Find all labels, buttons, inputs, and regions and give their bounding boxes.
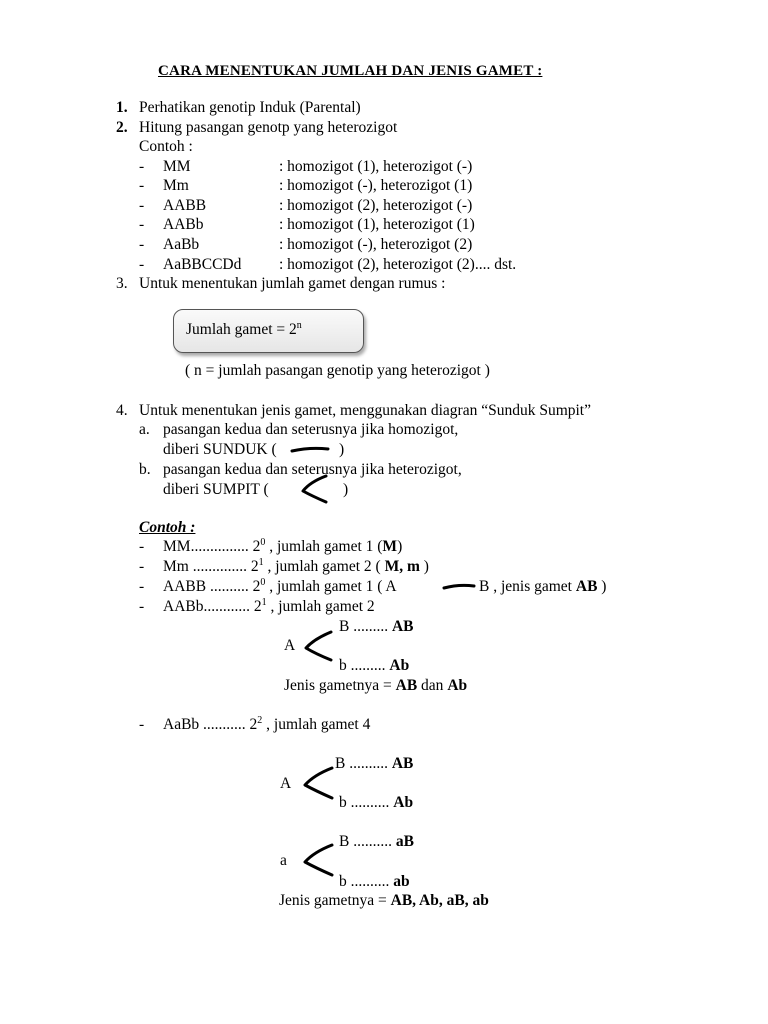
rule-b-line2-start: diberi SUMPIT ( [163, 481, 269, 498]
formula-note: ( n = jumlah pasangan genotip yang heterozigot ) [185, 362, 490, 379]
branch-text: b .......... [339, 873, 394, 890]
rule-a-line1: pasangan kedua dan seterusnya jika homozigot, [163, 421, 459, 438]
example-genotype: Mm [163, 177, 189, 194]
ex-exponent: 1 [261, 597, 267, 608]
example-aabb-hetero [163, 598, 375, 616]
rule-a-letter: a. [139, 421, 150, 438]
diagram-root: a [280, 852, 287, 869]
ex-exponent: 0 [260, 577, 266, 588]
diagram-root: A [280, 775, 292, 792]
ex-text: Mm .............. 2 [163, 558, 259, 575]
page-title: CARA MENENTUKAN JUMLAH DAN JENIS GAMET : [158, 63, 543, 79]
result-text: dan [417, 677, 448, 694]
list-dash: - [139, 598, 145, 615]
rule-a-line2-start: diberi SUNDUK ( [163, 441, 277, 458]
list-dash: - [139, 216, 145, 233]
branch-text: b ......... [339, 657, 390, 674]
step-3-number: 3. [116, 275, 128, 292]
formula-base: 2 [289, 321, 297, 338]
sumpit-icon [303, 630, 333, 662]
step-2-number: 2. [116, 119, 128, 136]
step-3-text: Untuk menentukan jumlah gamet dengan rumus : [139, 275, 446, 292]
ex-text: AaBb ........... 2 [163, 716, 258, 733]
branch-text: B ......... [339, 618, 392, 635]
ex-exponent: 2 [257, 715, 263, 726]
diagram-bottom-branch [339, 873, 410, 891]
example-genotype: AaBb [163, 236, 200, 253]
example-description: : homozigot (2), heterozigot (-) [279, 197, 473, 214]
sumpit-icon [302, 766, 334, 800]
branch-gamete: ab [393, 873, 410, 890]
result-gamete: Ab [447, 677, 468, 694]
rule-b-letter: b. [139, 461, 151, 478]
list-dash: - [139, 558, 145, 575]
example-mm-hetero [163, 558, 429, 576]
branch-gamete: AB [391, 618, 414, 635]
ex-text: MM............... 2 [163, 538, 261, 555]
list-dash: - [139, 578, 145, 595]
result-gamete: AB [395, 677, 418, 694]
ex-text: AABB .......... 2 [163, 578, 261, 595]
diagram-top-branch [339, 618, 414, 636]
formula-label: Jumlah gamet = [186, 321, 290, 338]
branch-gamete: Ab [393, 794, 414, 811]
ex-text: ) [397, 538, 403, 555]
ex-text: , jumlah gamet 1 ( [265, 538, 383, 555]
sumpit-icon [302, 843, 334, 877]
ex-exponent: 1 [258, 557, 264, 568]
list-dash: - [139, 236, 145, 253]
example-description: : homozigot (1), heterozigot (1) [279, 216, 475, 233]
step-1-text: Perhatikan genotip Induk (Parental) [139, 99, 361, 116]
result-label: Jenis gametnya = [279, 892, 391, 909]
example-description: : homozigot (2), heterozigot (2).... dst. [279, 256, 517, 273]
branch-text: B .......... [335, 755, 392, 772]
sunduk-icon [290, 446, 330, 454]
diagram-top-branch [335, 755, 413, 773]
example-genotype: MM [163, 158, 191, 175]
diagram-top-branch [339, 833, 414, 851]
ex-exponent: 0 [260, 537, 266, 548]
branch-gamete: AB [391, 755, 414, 772]
ex-gamete: AB [575, 578, 598, 595]
example-genotype: AABb [163, 216, 204, 233]
contoh-label: Contoh : [139, 138, 193, 155]
ex-text: AABb............ 2 [163, 598, 262, 615]
step-4-number: 4. [116, 402, 128, 419]
list-dash: - [139, 158, 145, 175]
example-aabb-result [479, 578, 606, 596]
list-dash: - [139, 197, 145, 214]
ex-text: , jumlah gamet 2 [266, 598, 375, 615]
example-description: : homozigot (1), heterozigot (-) [279, 158, 473, 175]
rule-b-line2-end: ) [343, 481, 349, 498]
branch-text: b .......... [339, 794, 394, 811]
ex-text: , jumlah gamet 1 ( A [265, 578, 397, 595]
step-1-number: 1. [116, 99, 128, 116]
ex-text: B , jenis gamet [479, 578, 576, 595]
result-gametes: AB, Ab, aB, ab [390, 892, 489, 909]
list-dash: - [139, 177, 145, 194]
example-description: : homozigot (-), heterozigot (1) [279, 177, 473, 194]
ex5-result [279, 892, 489, 910]
diagram-root: A [284, 637, 296, 654]
ex-gamete: M, m [384, 558, 420, 575]
sunduk-icon [442, 583, 476, 591]
rule-a-line2-end: ) [339, 441, 345, 458]
list-dash: - [139, 538, 145, 555]
list-dash: - [139, 256, 145, 273]
branch-gamete: Ab [389, 657, 410, 674]
ex-text: ) [597, 578, 607, 595]
sumpit-icon [300, 474, 328, 504]
example-genotype: AaBBCCDd [163, 256, 242, 273]
example-aabb-double-hetero [163, 716, 370, 734]
diagram-bottom-branch [339, 657, 409, 675]
example-mm [163, 538, 402, 556]
formula-text [186, 321, 302, 339]
step-2-text: Hitung pasangan genotp yang heterozigot [139, 119, 398, 136]
ex4-result [284, 677, 467, 695]
ex-gamete: M [382, 538, 398, 555]
branch-text: B .......... [339, 833, 396, 850]
contoh-2-label: Contoh : [139, 519, 196, 536]
branch-gamete: aB [395, 833, 414, 850]
formula-exponent: n [296, 320, 302, 331]
formula-box [173, 309, 364, 353]
rule-b-line1: pasangan kedua dan seterusnya jika heterozigot, [163, 461, 462, 478]
step-4-text: Untuk menentukan jenis gamet, menggunakan diagran “Sunduk Sumpit” [139, 402, 591, 419]
result-label: Jenis gametnya = [284, 677, 396, 694]
example-description: : homozigot (-), heterozigot (2) [279, 236, 473, 253]
diagram-bottom-branch [339, 794, 413, 812]
ex-text: ) [419, 558, 429, 575]
example-genotype: AABB [163, 197, 207, 214]
example-aabb [163, 578, 397, 596]
list-dash: - [139, 716, 145, 733]
ex-text: , jumlah gamet 4 [262, 716, 371, 733]
ex-text: , jumlah gamet 2 ( [263, 558, 385, 575]
